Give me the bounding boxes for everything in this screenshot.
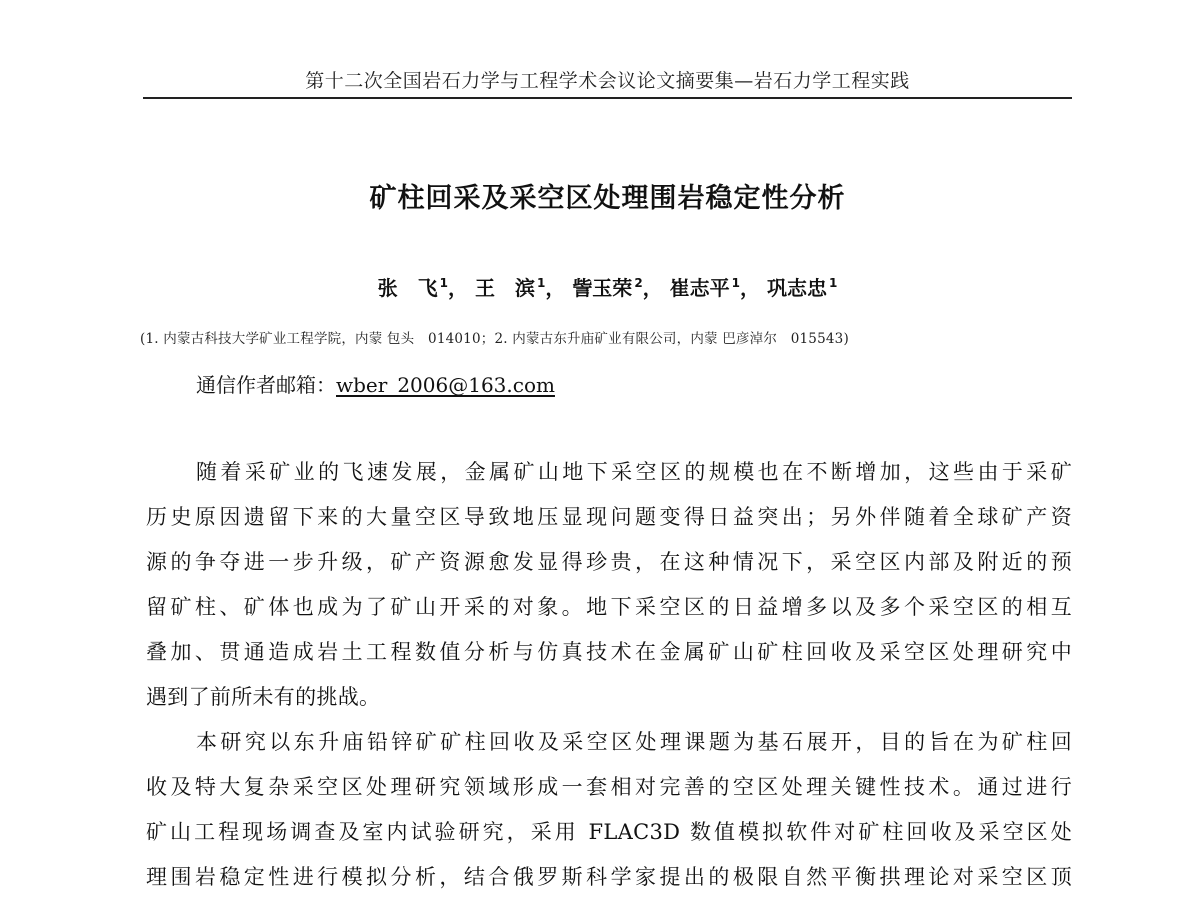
text-line: 遇到了前所未有的挑战。: [146, 685, 381, 709]
author-affiliation-mark: 1: [828, 276, 838, 291]
header-rule: [143, 97, 1072, 99]
text-line: 收及特大复杂采空区处理研究领域形成一套相对完善的空区处理关键性技术。通过进行: [146, 775, 1072, 799]
text-line: 源的争夺进一步升级，矿产资源愈发显得珍贵，在这种情况下，采空区内部及附近的预: [146, 550, 1072, 574]
author-affiliation-mark: 1: [731, 276, 740, 291]
author-name: 王 滨: [474, 276, 535, 300]
author-name: 巩志忠: [766, 276, 827, 300]
text-line: 本研究以东升庙铅锌矿矿柱回收及采空区处理课题为基石展开，目的旨在为矿柱回: [196, 730, 1072, 754]
running-header: 第十二次全国岩石力学与工程学术会议论文摘要集—岩石力学工程实践: [305, 70, 910, 92]
author-name: 訾玉荣: [572, 276, 633, 300]
author-affiliation-mark: 1: [439, 276, 449, 291]
abstract-body: [146, 450, 1072, 900]
author-separator: ，: [740, 276, 760, 300]
affiliation: (1. 内蒙古科技大学矿业工程学院，内蒙 包头 014010；2. 内蒙古东升庙矿业有限公司，内蒙 巴彦淖尔 015543): [140, 331, 849, 347]
author-list: [143, 272, 1072, 301]
email-label: 通信作者邮箱：: [196, 373, 336, 397]
author-affiliation-mark: 1: [536, 276, 546, 291]
author-separator: ，: [545, 276, 566, 300]
text-line: 历史原因遗留下来的大量空区导致地压显现问题变得日益突出；另外伴随着全球矿产资: [146, 505, 1072, 529]
text-line: 叠加、贯通造成岩土工程数值分析与仿真技术在金属矿山矿柱回收及采空区处理研究中: [146, 640, 1072, 664]
email-line: [196, 369, 555, 398]
text-line: 理围岩稳定性进行模拟分析，结合俄罗斯科学家提出的极限自然平衡拱理论对采空区顶: [146, 865, 1072, 889]
text-line: 随着采矿业的飞速发展，金属矿山地下采空区的规模也在不断增加，这些由于采矿: [196, 460, 1072, 484]
text-line: 留矿柱、矿体也成为了矿山开采的对象。地下采空区的日益增多以及多个采空区的相互: [146, 595, 1072, 619]
paper-title: 矿柱回采及采空区处理围岩稳定性分析: [369, 183, 846, 214]
text-line: 矿山工程现场调查及室内试验研究，采用 FLAC3D 数值模拟软件对矿柱回收及采空区处: [146, 820, 1072, 844]
email-link[interactable]: wber_2006@163.com: [336, 373, 555, 397]
author-separator: ，: [448, 276, 469, 300]
author-separator: ，: [642, 276, 663, 300]
author-name: 崔志平: [669, 276, 730, 300]
author-name: 张 飞: [377, 276, 438, 300]
author-affiliation-mark: 2: [634, 276, 643, 291]
